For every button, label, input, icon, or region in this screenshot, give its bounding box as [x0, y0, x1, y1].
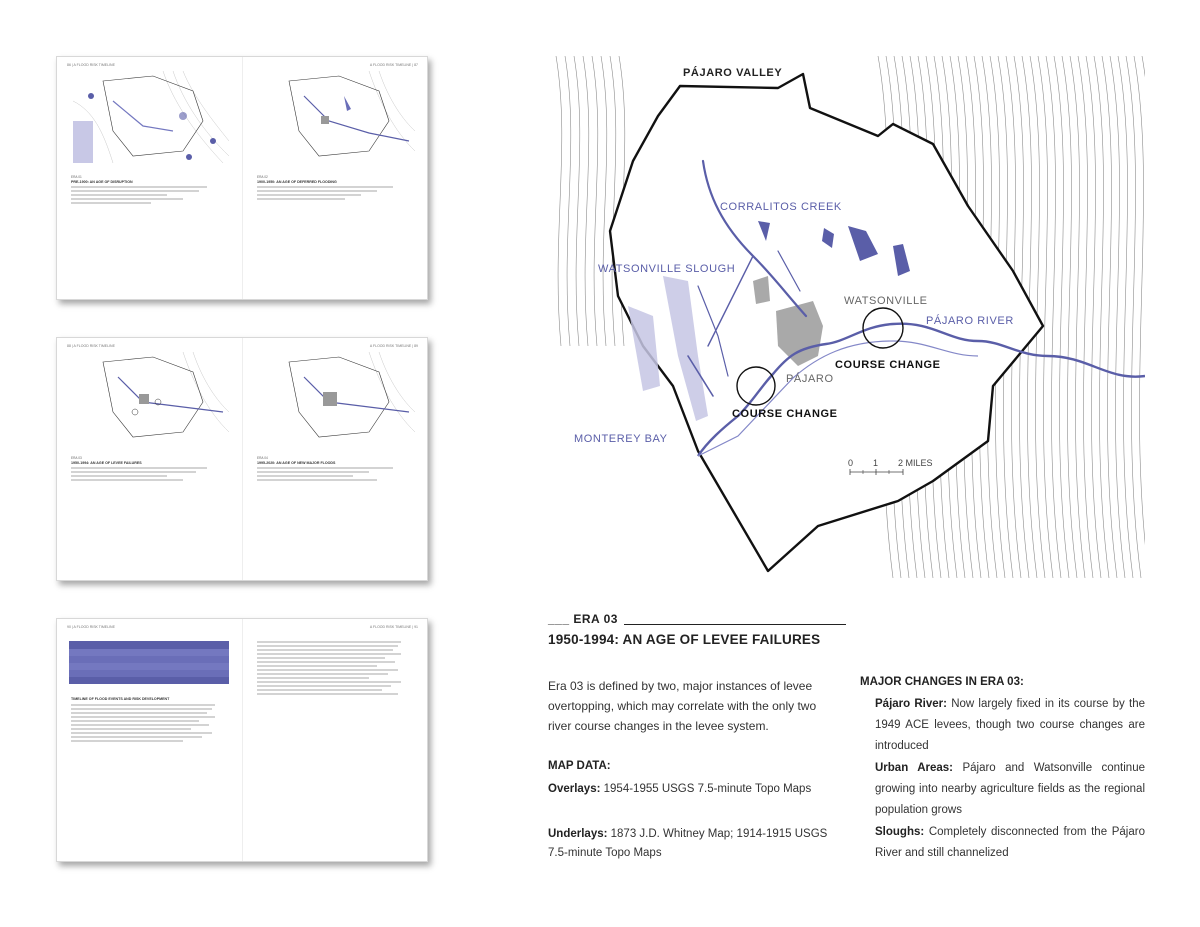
label-course-change-1: COURSE CHANGE [835, 359, 941, 371]
era-title: 1995-2020: AN AGE OF NEW MAJOR FLOODS [257, 460, 336, 465]
era-title: 1950-1994: AN AGE OF LEVEE FAILURES [71, 460, 142, 465]
mini-map [259, 352, 415, 444]
era-label: ERA 04 [257, 456, 268, 460]
label-corralitos-creek: CORRALITOS CREEK [720, 201, 842, 213]
era-label [548, 612, 846, 626]
section-title: TIMELINE OF FLOOD EVENTS AND RISK DEVELOPMENT [71, 697, 170, 701]
mini-text [71, 697, 231, 744]
mini-text [257, 639, 417, 697]
major-changes-heading: MAJOR CHANGES IN ERA 03: [860, 676, 1024, 688]
page-header: 90 | A FLOOD RISK TIMELINE [67, 625, 115, 629]
thumbnail-page-right [242, 57, 428, 299]
overlays-row [548, 780, 848, 799]
label-pajaro: PÁJARO [786, 373, 834, 385]
mini-text [257, 175, 417, 202]
label-watsonville-slough: WATSONVILLE SLOUGH [598, 263, 736, 275]
era-title: 1950-1994: AN AGE OF LEVEE FAILURES [548, 632, 821, 647]
change-value: Now largely fixed in its course by the 1949 ACE levees, though two course changes are introduced [875, 698, 1146, 752]
map-data-heading: MAP DATA: [548, 760, 611, 772]
thumbnail-page-left [57, 57, 242, 299]
underlays-value: 1873 J.D. Whitney Map; 1914-1915 USGS 7.5-minute Topo Maps [548, 828, 828, 859]
label-pajaro-river: PÁJARO RIVER [926, 315, 1014, 327]
change-key: Pájaro River: [875, 698, 947, 710]
scale-zero: 0 [848, 458, 854, 468]
scale-one: 1 [873, 458, 879, 468]
page-header: A FLOOD RISK TIMELINE | 89 [369, 344, 418, 348]
mini-text [71, 456, 231, 483]
thumbnail-page-right [242, 619, 428, 861]
era-label: ERA 02 [257, 175, 268, 179]
overlays-key: Overlays: [548, 783, 601, 795]
page-header: 86 | A FLOOD RISK TIMELINE [67, 63, 115, 67]
era-description: Era 03 is defined by two, major instances of levee overtopping, which may correlate with the only two river course changes in the levee system. [548, 679, 817, 733]
label-monterey-bay: MONTEREY BAY [574, 433, 668, 445]
change-value: Completely disconnected from the Pájaro River and still channelized [875, 826, 1145, 859]
thumbnail-spread-1[interactable] [56, 56, 428, 300]
era-03-map [548, 56, 1145, 578]
change-key: Sloughs: [875, 826, 925, 838]
page-header: A FLOOD RISK TIMELINE | 87 [369, 63, 418, 67]
change-sloughs [875, 822, 1145, 864]
underlays-row [548, 825, 848, 863]
era-rule [624, 624, 846, 625]
era-label-text: ___ ERA 03 [548, 612, 618, 626]
overlays-value: 1954-1955 USGS 7.5-minute Topo Maps [603, 783, 812, 795]
mini-text [71, 175, 231, 206]
change-value: Pájaro and Watsonville continue growing into nearby agriculture fields as the regional population grows [875, 762, 1145, 816]
underlays-key: Underlays: [548, 828, 608, 840]
page-header: A FLOOD RISK TIMELINE | 91 [369, 625, 418, 629]
page-header: 88 | A FLOOD RISK TIMELINE [67, 344, 115, 348]
scale-two: 2 MILES [898, 458, 933, 468]
thumbnail-spread-2[interactable] [56, 337, 428, 581]
era-title: PRE-1900: AN AGE OF DISRUPTION [71, 179, 133, 184]
thumbnail-page-right [242, 338, 428, 580]
label-course-change-2: COURSE CHANGE [732, 408, 838, 420]
mini-text [257, 456, 417, 483]
mini-map [73, 352, 229, 444]
mini-map [73, 71, 229, 163]
label-watsonville: WATSONVILLE [844, 295, 928, 307]
era-title: 1900-1950: AN AGE OF DEFERRED FLOODING [257, 179, 337, 184]
era-label: ERA 03 [71, 456, 82, 460]
mini-table [69, 641, 229, 691]
change-urban-areas [875, 758, 1145, 821]
mini-map [259, 71, 415, 163]
thumbnail-page-left [57, 338, 242, 580]
thumbnail-page-left [57, 619, 242, 861]
era-label: ERA 01 [71, 175, 82, 179]
change-key: Urban Areas: [875, 762, 954, 774]
change-pajaro-river [875, 694, 1145, 757]
thumbnail-spread-3[interactable] [56, 618, 428, 862]
label-pajaro-valley: PÁJARO VALLEY [683, 67, 783, 79]
